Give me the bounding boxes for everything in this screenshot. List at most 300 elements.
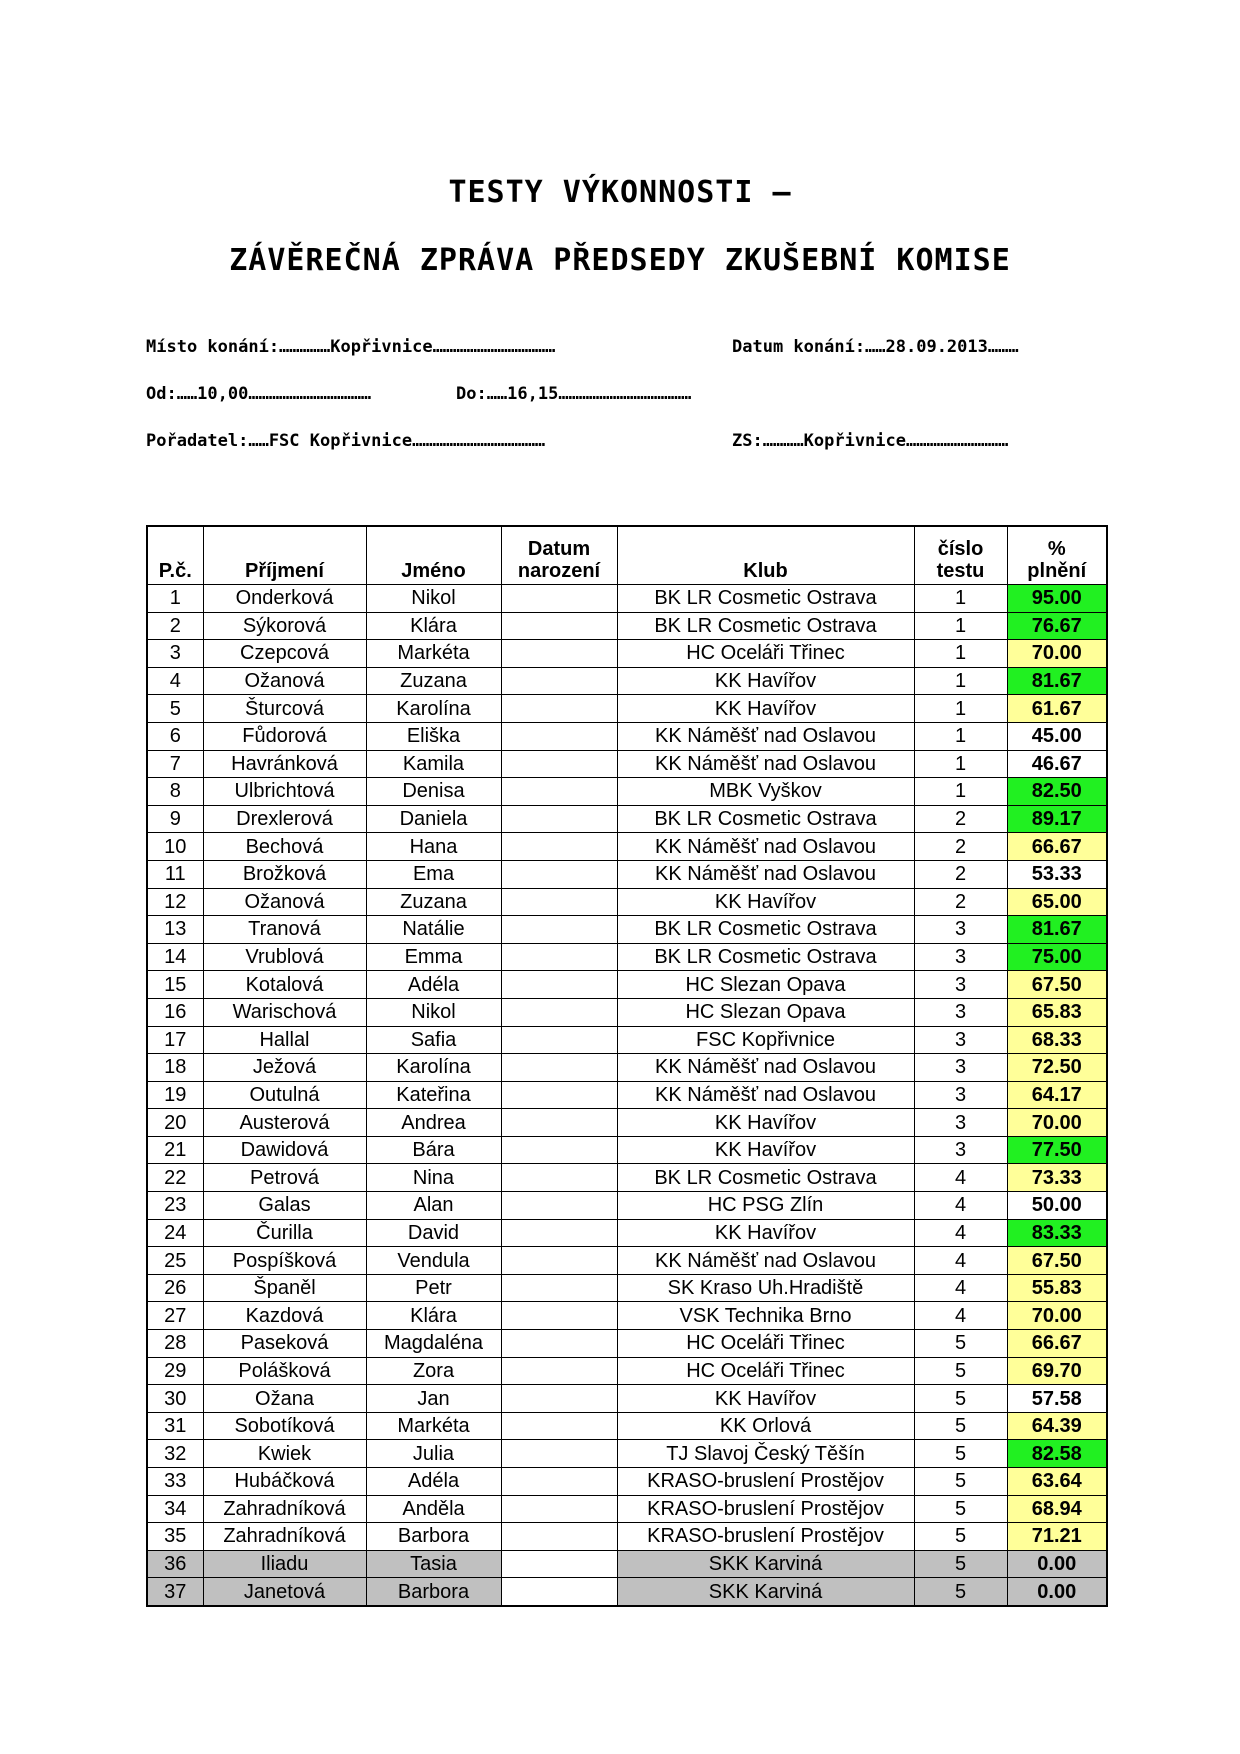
cell-surname: Ježová	[203, 1054, 366, 1082]
cell-pct: 63.64	[1007, 1468, 1107, 1496]
cell-surname: Ožana	[203, 1385, 366, 1413]
table-row	[147, 1550, 1107, 1578]
meta-from: Od:……10,00………………………………	[146, 384, 372, 404]
cell-num: 25	[147, 1247, 203, 1275]
cell-club: KK Havířov	[617, 1109, 914, 1137]
cell-club: HC Slezan Opava	[617, 998, 914, 1026]
cell-birth	[501, 1468, 617, 1496]
cell-num: 32	[147, 1440, 203, 1468]
cell-num: 20	[147, 1109, 203, 1137]
cell-pct: 66.67	[1007, 1330, 1107, 1358]
cell-test: 5	[914, 1330, 1007, 1358]
cell-pct: 82.50	[1007, 778, 1107, 806]
table-row	[147, 1192, 1107, 1220]
table-row	[147, 1357, 1107, 1385]
cell-pct: 46.67	[1007, 750, 1107, 778]
table-row	[147, 750, 1107, 778]
cell-birth	[501, 1109, 617, 1137]
cell-birth	[501, 1274, 617, 1302]
cell-num: 16	[147, 998, 203, 1026]
cell-birth	[501, 1302, 617, 1330]
table-row	[147, 1495, 1107, 1523]
cell-pct: 95.00	[1007, 585, 1107, 613]
cell-name: Nikol	[366, 998, 501, 1026]
table-row	[147, 1302, 1107, 1330]
cell-surname: Drexlerová	[203, 805, 366, 833]
cell-test: 5	[914, 1385, 1007, 1413]
cell-club: KK Havířov	[617, 695, 914, 723]
table-row	[147, 1054, 1107, 1082]
cell-name: Adéla	[366, 971, 501, 999]
cell-test: 4	[914, 1247, 1007, 1275]
table-row	[147, 695, 1107, 723]
header-pct-line2: plnění	[1027, 560, 1087, 582]
table-header-row	[147, 526, 1107, 585]
cell-club: KK Náměšť nad Oslavou	[617, 1247, 914, 1275]
table-row	[147, 1026, 1107, 1054]
cell-club: KK Náměšť nad Oslavou	[617, 1081, 914, 1109]
cell-test: 3	[914, 1054, 1007, 1082]
cell-birth	[501, 1164, 617, 1192]
cell-name: Markéta	[366, 640, 501, 668]
cell-surname: Paseková	[203, 1330, 366, 1358]
cell-test: 1	[914, 695, 1007, 723]
cell-pct: 53.33	[1007, 860, 1107, 888]
cell-birth	[501, 1192, 617, 1220]
meta-organizer: Pořadatel:……FSC Kopřivnice…………………………………	[146, 431, 546, 451]
header-test-line2: testu	[936, 560, 985, 582]
cell-birth	[501, 1054, 617, 1082]
cell-birth	[501, 1385, 617, 1413]
cell-club: KK Náměšť nad Oslavou	[617, 750, 914, 778]
cell-club: BK LR Cosmetic Ostrava	[617, 916, 914, 944]
cell-club: KK Havířov	[617, 667, 914, 695]
cell-num: 5	[147, 695, 203, 723]
table-row	[147, 1330, 1107, 1358]
cell-surname: Onderková	[203, 585, 366, 613]
cell-surname: Sýkorová	[203, 612, 366, 640]
cell-surname: Ožanová	[203, 667, 366, 695]
cell-test: 5	[914, 1495, 1007, 1523]
cell-club: KK Náměšť nad Oslavou	[617, 722, 914, 750]
cell-surname: Kwiek	[203, 1440, 366, 1468]
cell-surname: Petrová	[203, 1164, 366, 1192]
cell-test: 2	[914, 833, 1007, 861]
cell-num: 36	[147, 1550, 203, 1578]
cell-num: 12	[147, 888, 203, 916]
cell-test: 3	[914, 1136, 1007, 1164]
cell-pct: 67.50	[1007, 1247, 1107, 1275]
cell-club: SKK Karviná	[617, 1578, 914, 1606]
cell-pct: 0.00	[1007, 1578, 1107, 1606]
cell-num: 4	[147, 667, 203, 695]
cell-pct: 77.50	[1007, 1136, 1107, 1164]
table-row	[147, 1274, 1107, 1302]
cell-pct: 66.67	[1007, 833, 1107, 861]
cell-test: 1	[914, 778, 1007, 806]
cell-num: 6	[147, 722, 203, 750]
cell-test: 5	[914, 1578, 1007, 1606]
cell-pct: 81.67	[1007, 916, 1107, 944]
cell-club: BK LR Cosmetic Ostrava	[617, 943, 914, 971]
meta-zs: ZS:…………Kopřivnice…………………………	[732, 431, 1009, 451]
cell-name: Zuzana	[366, 888, 501, 916]
cell-club: KK Havířov	[617, 1219, 914, 1247]
cell-test: 1	[914, 640, 1007, 668]
cell-surname: Hallal	[203, 1026, 366, 1054]
cell-test: 3	[914, 998, 1007, 1026]
cell-club: HC Oceláři Třinec	[617, 640, 914, 668]
cell-num: 23	[147, 1192, 203, 1220]
cell-club: HC Oceláři Třinec	[617, 1330, 914, 1358]
cell-name: Daniela	[366, 805, 501, 833]
meta-place: Místo konání:……………Kopřivnice………………………………	[146, 337, 556, 357]
cell-name: Anděla	[366, 1495, 501, 1523]
cell-club: SKK Karviná	[617, 1550, 914, 1578]
cell-num: 1	[147, 585, 203, 613]
cell-name: Denisa	[366, 778, 501, 806]
cell-surname: Zahradníková	[203, 1495, 366, 1523]
cell-club: KK Havířov	[617, 1136, 914, 1164]
cell-birth	[501, 750, 617, 778]
cell-test: 3	[914, 916, 1007, 944]
cell-club: KRASO-bruslení Prostějov	[617, 1495, 914, 1523]
cell-num: 19	[147, 1081, 203, 1109]
cell-test: 5	[914, 1357, 1007, 1385]
table-row	[147, 1081, 1107, 1109]
cell-surname: Sobotíková	[203, 1412, 366, 1440]
cell-club: FSC Kopřivnice	[617, 1026, 914, 1054]
cell-club: BK LR Cosmetic Ostrava	[617, 612, 914, 640]
cell-name: Markéta	[366, 1412, 501, 1440]
cell-pct: 61.67	[1007, 695, 1107, 723]
cell-birth	[501, 943, 617, 971]
cell-surname: Hubáčková	[203, 1468, 366, 1496]
cell-num: 37	[147, 1578, 203, 1606]
cell-num: 28	[147, 1330, 203, 1358]
table-row	[147, 943, 1107, 971]
cell-num: 33	[147, 1468, 203, 1496]
table-row	[147, 1247, 1107, 1275]
table-row	[147, 1136, 1107, 1164]
cell-name: Julia	[366, 1440, 501, 1468]
header-birth	[501, 526, 617, 585]
header-pct	[1007, 526, 1107, 585]
cell-num: 2	[147, 612, 203, 640]
header-num: P.č.	[147, 526, 203, 585]
cell-name: David	[366, 1219, 501, 1247]
cell-birth	[501, 695, 617, 723]
cell-birth	[501, 1330, 617, 1358]
cell-birth	[501, 888, 617, 916]
cell-pct: 89.17	[1007, 805, 1107, 833]
cell-surname: Ulbrichtová	[203, 778, 366, 806]
table-row	[147, 585, 1107, 613]
cell-num: 15	[147, 971, 203, 999]
cell-test: 4	[914, 1192, 1007, 1220]
cell-birth	[501, 1357, 617, 1385]
table-row	[147, 640, 1107, 668]
cell-club: KK Havířov	[617, 1385, 914, 1413]
cell-birth	[501, 1495, 617, 1523]
cell-surname: Vrublová	[203, 943, 366, 971]
cell-pct: 70.00	[1007, 640, 1107, 668]
cell-club: KRASO-bruslení Prostějov	[617, 1468, 914, 1496]
cell-birth	[501, 1247, 617, 1275]
cell-surname: Čurilla	[203, 1219, 366, 1247]
cell-pct: 57.58	[1007, 1385, 1107, 1413]
cell-birth	[501, 1578, 617, 1606]
results-table	[146, 525, 1108, 1607]
cell-num: 7	[147, 750, 203, 778]
cell-birth	[501, 998, 617, 1026]
cell-birth	[501, 667, 617, 695]
cell-birth	[501, 833, 617, 861]
cell-test: 1	[914, 585, 1007, 613]
cell-club: HC Oceláři Třinec	[617, 1357, 914, 1385]
cell-name: Vendula	[366, 1247, 501, 1275]
cell-num: 3	[147, 640, 203, 668]
cell-birth	[501, 971, 617, 999]
cell-test: 1	[914, 667, 1007, 695]
table-row	[147, 805, 1107, 833]
cell-birth	[501, 722, 617, 750]
cell-pct: 65.83	[1007, 998, 1107, 1026]
table-row	[147, 667, 1107, 695]
cell-pct: 81.67	[1007, 667, 1107, 695]
cell-num: 17	[147, 1026, 203, 1054]
cell-pct: 64.39	[1007, 1412, 1107, 1440]
cell-pct: 75.00	[1007, 943, 1107, 971]
cell-pct: 0.00	[1007, 1550, 1107, 1578]
cell-num: 13	[147, 916, 203, 944]
cell-num: 34	[147, 1495, 203, 1523]
cell-pct: 82.58	[1007, 1440, 1107, 1468]
table-row	[147, 1578, 1107, 1606]
cell-test: 5	[914, 1550, 1007, 1578]
cell-birth	[501, 640, 617, 668]
cell-name: Petr	[366, 1274, 501, 1302]
table-row	[147, 1523, 1107, 1551]
cell-club: KRASO-bruslení Prostějov	[617, 1523, 914, 1551]
cell-club: KK Orlová	[617, 1412, 914, 1440]
cell-name: Adéla	[366, 1468, 501, 1496]
cell-club: KK Havířov	[617, 888, 914, 916]
cell-birth	[501, 1412, 617, 1440]
cell-surname: Ožanová	[203, 888, 366, 916]
table-row	[147, 1164, 1107, 1192]
cell-test: 5	[914, 1468, 1007, 1496]
header-surname: Příjmení	[203, 526, 366, 585]
cell-surname: Španěl	[203, 1274, 366, 1302]
cell-test: 3	[914, 1026, 1007, 1054]
cell-birth	[501, 1219, 617, 1247]
table-row	[147, 612, 1107, 640]
cell-club: BK LR Cosmetic Ostrava	[617, 585, 914, 613]
cell-num: 24	[147, 1219, 203, 1247]
cell-test: 1	[914, 612, 1007, 640]
cell-pct: 55.83	[1007, 1274, 1107, 1302]
cell-name: Emma	[366, 943, 501, 971]
cell-surname: Brožková	[203, 860, 366, 888]
header-birth-line2: narození	[517, 560, 601, 582]
cell-club: HC Slezan Opava	[617, 971, 914, 999]
cell-test: 4	[914, 1219, 1007, 1247]
cell-surname: Fůdorová	[203, 722, 366, 750]
cell-birth	[501, 778, 617, 806]
cell-num: 26	[147, 1274, 203, 1302]
cell-pct: 76.67	[1007, 612, 1107, 640]
cell-num: 29	[147, 1357, 203, 1385]
cell-name: Barbora	[366, 1523, 501, 1551]
cell-club: VSK Technika Brno	[617, 1302, 914, 1330]
cell-surname: Tranová	[203, 916, 366, 944]
cell-name: Kateřina	[366, 1081, 501, 1109]
header-birth-line1: Datum	[527, 538, 591, 560]
cell-test: 3	[914, 943, 1007, 971]
cell-birth	[501, 1081, 617, 1109]
cell-num: 31	[147, 1412, 203, 1440]
cell-pct: 64.17	[1007, 1081, 1107, 1109]
cell-num: 30	[147, 1385, 203, 1413]
cell-birth	[501, 916, 617, 944]
cell-surname: Austerová	[203, 1109, 366, 1137]
cell-pct: 65.00	[1007, 888, 1107, 916]
report-title-line2: ZÁVĚREČNÁ ZPRÁVA PŘEDSEDY ZKUŠEBNÍ KOMISE	[229, 243, 1011, 278]
table-row	[147, 1219, 1107, 1247]
cell-name: Magdaléna	[366, 1330, 501, 1358]
cell-club: HC PSG Zlín	[617, 1192, 914, 1220]
cell-name: Andrea	[366, 1109, 501, 1137]
cell-name: Tasia	[366, 1550, 501, 1578]
cell-surname: Havránková	[203, 750, 366, 778]
cell-surname: Iliadu	[203, 1550, 366, 1578]
cell-surname: Zahradníková	[203, 1523, 366, 1551]
cell-name: Klára	[366, 1302, 501, 1330]
header-test-line1: číslo	[937, 538, 984, 560]
cell-surname: Kotalová	[203, 971, 366, 999]
cell-pct: 68.33	[1007, 1026, 1107, 1054]
table-row	[147, 860, 1107, 888]
cell-surname: Czepcová	[203, 640, 366, 668]
cell-birth	[501, 1550, 617, 1578]
cell-pct: 70.00	[1007, 1302, 1107, 1330]
table-row	[147, 778, 1107, 806]
cell-birth	[501, 585, 617, 613]
cell-pct: 72.50	[1007, 1054, 1107, 1082]
cell-test: 5	[914, 1440, 1007, 1468]
cell-club: KK Náměšť nad Oslavou	[617, 833, 914, 861]
cell-test: 1	[914, 750, 1007, 778]
cell-club: BK LR Cosmetic Ostrava	[617, 805, 914, 833]
cell-pct: 73.33	[1007, 1164, 1107, 1192]
cell-birth	[501, 860, 617, 888]
cell-name: Barbora	[366, 1578, 501, 1606]
cell-name: Alan	[366, 1192, 501, 1220]
header-name: Jméno	[366, 526, 501, 585]
cell-club: KK Náměšť nad Oslavou	[617, 860, 914, 888]
cell-name: Eliška	[366, 722, 501, 750]
table-row	[147, 1468, 1107, 1496]
cell-pct: 71.21	[1007, 1523, 1107, 1551]
cell-surname: Dawidová	[203, 1136, 366, 1164]
cell-test: 4	[914, 1164, 1007, 1192]
table-row	[147, 916, 1107, 944]
cell-club: SK Kraso Uh.Hradiště	[617, 1274, 914, 1302]
cell-pct: 50.00	[1007, 1192, 1107, 1220]
table-row	[147, 1440, 1107, 1468]
cell-name: Hana	[366, 833, 501, 861]
cell-name: Karolína	[366, 695, 501, 723]
table-row	[147, 888, 1107, 916]
cell-num: 35	[147, 1523, 203, 1551]
cell-pct: 68.94	[1007, 1495, 1107, 1523]
cell-surname: Kazdová	[203, 1302, 366, 1330]
cell-name: Karolína	[366, 1054, 501, 1082]
cell-pct: 67.50	[1007, 971, 1107, 999]
cell-name: Nina	[366, 1164, 501, 1192]
cell-surname: Bechová	[203, 833, 366, 861]
cell-num: 8	[147, 778, 203, 806]
cell-num: 10	[147, 833, 203, 861]
header-club: Klub	[617, 526, 914, 585]
cell-test: 3	[914, 1081, 1007, 1109]
cell-surname: Šturcová	[203, 695, 366, 723]
cell-num: 27	[147, 1302, 203, 1330]
report-title-line1: TESTY VÝKONNOSTI –	[448, 175, 792, 210]
header-pct-line1: %	[1047, 538, 1066, 560]
cell-pct: 70.00	[1007, 1109, 1107, 1137]
cell-surname: Outulná	[203, 1081, 366, 1109]
cell-club: KK Náměšť nad Oslavou	[617, 1054, 914, 1082]
cell-surname: Warischová	[203, 998, 366, 1026]
cell-name: Nikol	[366, 585, 501, 613]
cell-birth	[501, 1026, 617, 1054]
cell-name: Zora	[366, 1357, 501, 1385]
cell-name: Natálie	[366, 916, 501, 944]
meta-date: Datum konání:……28.09.2013………	[732, 337, 1019, 357]
cell-pct: 83.33	[1007, 1219, 1107, 1247]
table-row	[147, 1109, 1107, 1137]
table-row	[147, 722, 1107, 750]
table-row	[147, 1412, 1107, 1440]
cell-num: 18	[147, 1054, 203, 1082]
cell-surname: Polášková	[203, 1357, 366, 1385]
cell-birth	[501, 805, 617, 833]
cell-num: 21	[147, 1136, 203, 1164]
cell-surname: Janetová	[203, 1578, 366, 1606]
meta-to: Do:……16,15…………………………………	[456, 384, 692, 404]
cell-test: 2	[914, 888, 1007, 916]
cell-num: 22	[147, 1164, 203, 1192]
cell-test: 4	[914, 1274, 1007, 1302]
cell-birth	[501, 1523, 617, 1551]
cell-test: 3	[914, 1109, 1007, 1137]
cell-club: BK LR Cosmetic Ostrava	[617, 1164, 914, 1192]
cell-num: 14	[147, 943, 203, 971]
cell-num: 11	[147, 860, 203, 888]
cell-test: 5	[914, 1523, 1007, 1551]
cell-name: Ema	[366, 860, 501, 888]
cell-pct: 69.70	[1007, 1357, 1107, 1385]
cell-test: 2	[914, 805, 1007, 833]
cell-name: Bára	[366, 1136, 501, 1164]
cell-birth	[501, 1136, 617, 1164]
cell-surname: Galas	[203, 1192, 366, 1220]
cell-pct: 45.00	[1007, 722, 1107, 750]
cell-birth	[501, 1440, 617, 1468]
header-test	[914, 526, 1007, 585]
